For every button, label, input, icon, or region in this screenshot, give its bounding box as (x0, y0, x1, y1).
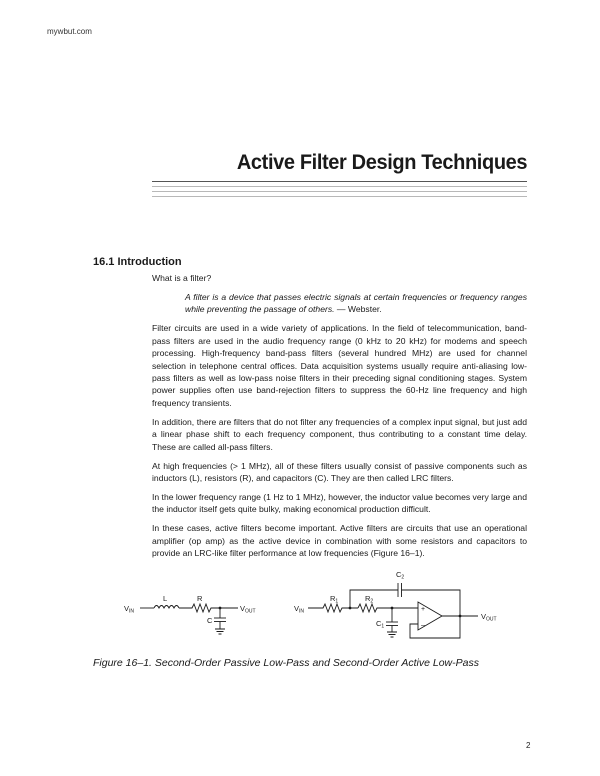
label-r1: $R_1$ (330, 594, 339, 605)
label-c1: $C_1$ (376, 619, 385, 630)
label-r2: $R_2$ (365, 594, 374, 605)
label-opamp-plus: + (421, 606, 426, 613)
quote-text: A filter is a device that passes electric signals at certain frequencies or frequency ranges while preventing the passage of others. (185, 292, 527, 315)
chapter-title: Active Filter Design Techniques (236, 150, 527, 174)
label-active-vin: $V_{IN}$ (294, 604, 305, 615)
paragraph-high-frequencies: At high frequencies (> 1 MHz), all of these filters usually consist of passive components such as inductors (L), resistors (R), and capacitors (C). They are then called LRC filters. (152, 460, 527, 484)
paragraph-question: What is a filter? (152, 273, 212, 283)
page-number: 2 (526, 741, 531, 750)
paragraph-applications: Filter circuits are used in a wide variety of applications. In the field of telecommunication, band-pass filters are used in the audio frequency range (0 kHz to 20 kHz) for modems and speech processing. High-frequency band-pass filters (several hundred MHz) are used for channel selection in telephone central offices. Data acquisition systems usually require anti-aliasing low-pass filters as well as low-pass noise filters in their preceding signal conditioning stages. System power supplies often use band-rejection filters to suppress the 60-Hz line frequency and high frequency transients. (152, 323, 527, 408)
figure-circuits (0, 560, 600, 650)
body-text (152, 272, 527, 566)
label-c2: $C_2$ (396, 570, 405, 581)
label-capacitor: C (207, 616, 213, 625)
label-opamp-minus: – (421, 622, 425, 629)
label-active-vout: $V_{OUT}$ (481, 612, 497, 623)
title-rules (152, 181, 527, 201)
paragraph-all-pass: In addition, there are filters that do not filter any frequencies of a complex input signal, but just add a linear phase shift to each frequency component, thus contributing to a constant time delay. These are called all-pass filters. (152, 416, 527, 452)
label-passive-vin: $V_{IN}$ (124, 604, 135, 615)
site-watermark: mywbut.com (47, 27, 92, 36)
figure-caption: Figure 16–1. Second-Order Passive Low-Pass and Second-Order Active Low-Pass (93, 657, 479, 669)
label-inductor: L (163, 594, 168, 603)
label-resistor: R (197, 594, 203, 603)
label-passive-vout: $V_{OUT}$ (240, 604, 256, 615)
paragraph-quote (185, 291, 527, 316)
quote-attribution: — Webster. (334, 304, 382, 315)
paragraph-low-frequencies: In the lower frequency range (1 Hz to 1 MHz), however, the inductor value becomes very large and the inductor itself gets quite bulky, making economical production difficult. (152, 492, 527, 515)
section-heading: 16.1 Introduction (93, 256, 182, 268)
paragraph-active-filters: In these cases, active filters become important. Active filters are circuits that use an operational amplifier (op amp) as the active device in combination with some resistors and capacitors to provide an LRC-like filter performance at low frequencies (Figure 16–1). (152, 523, 527, 559)
